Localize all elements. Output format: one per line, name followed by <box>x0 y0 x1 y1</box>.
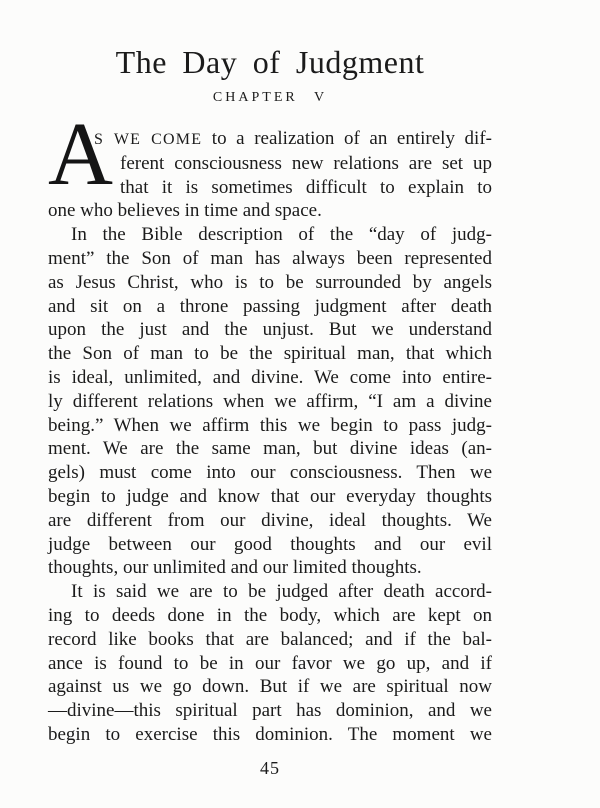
body-line: judge between our good thoughts and our evil <box>48 533 492 555</box>
page-number: 45 <box>260 757 280 778</box>
text-block <box>48 44 492 779</box>
body-text <box>48 105 492 747</box>
body-line: that it is sometimes difficult to explain to <box>120 176 492 198</box>
body-line: ance is found to be in our favor we go up, and if <box>48 652 492 674</box>
body-line: ment. We are the same man, but divine ideas (an- <box>48 438 492 460</box>
body-line: as Jesus Christ, who is to be surrounded by angels <box>48 271 492 293</box>
body-line: thoughts, our unlimited and our limited thoughts. <box>48 557 422 579</box>
body-line: ing to deeds done in the body, which are kept on <box>48 604 492 626</box>
body-line: are different from our divine, ideal thoughts. We <box>48 509 492 531</box>
paragraph-3 <box>48 580 492 747</box>
body-line: is ideal, unlimited, and divine. We come into entire- <box>48 366 492 388</box>
body-line: one who believes in time and space. <box>48 200 322 222</box>
lead-small-caps: S WE COME <box>94 131 203 148</box>
paragraph-2 <box>48 223 492 580</box>
body-line: It is said we are to be judged after death accord- <box>71 581 492 603</box>
body-line: record like books that are balanced; and if the bal- <box>48 628 492 650</box>
body-line: begin to exercise this dominion. The moment we <box>48 723 492 745</box>
body-line: against us we go down. But if we are spiritual now <box>48 676 492 698</box>
body-line: gels) must come into our consciousness. Then we <box>48 462 492 484</box>
drop-cap: A <box>48 105 113 204</box>
body-line: upon the just and the unjust. But we understand <box>48 319 492 341</box>
body-line: the Son of man to be the spiritual man, that which <box>48 343 492 365</box>
body-line: begin to judge and know that our everyday thoughts <box>48 485 492 507</box>
body-line: and sit on a throne passing judgment after death <box>48 295 492 317</box>
body-line: ly different relations when we affirm, “I am a divine <box>48 390 492 412</box>
paragraph-1 <box>48 105 492 223</box>
body-line: ment” the Son of man has always been represented <box>48 247 492 269</box>
body-line: In the Bible description of the “day of judg- <box>71 224 492 246</box>
body-line-text: to a realization of an entirely dif- <box>202 128 492 149</box>
body-line: being.” When we affirm this we begin to pass judg- <box>48 414 492 436</box>
body-line <box>48 127 492 152</box>
page-title: The Day of Judgment <box>115 44 425 80</box>
body-line: —divine—this spiritual part has dominion, and we <box>48 700 492 722</box>
body-line: ferent consciousness new relations are set up <box>120 152 492 174</box>
chapter-heading: CHAPTER V <box>212 90 328 105</box>
